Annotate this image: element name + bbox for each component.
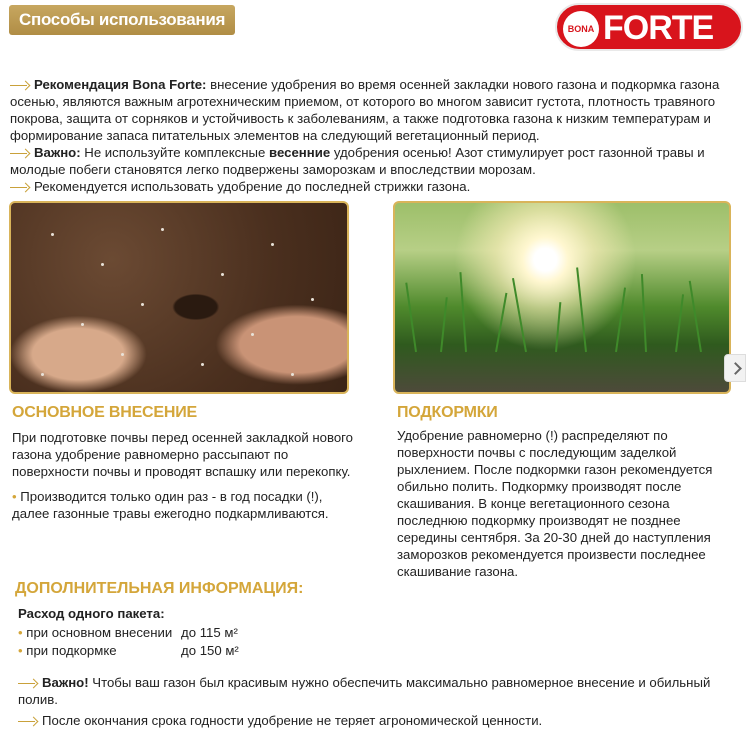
- arrow-icon: [18, 679, 38, 689]
- footer-important-label: Важно!: [42, 675, 89, 690]
- brand-logo: [555, 3, 743, 51]
- arrow-icon: [18, 717, 38, 727]
- intro-recommendation: [10, 76, 738, 144]
- next-arrow-button[interactable]: [724, 354, 746, 382]
- usage-block: [18, 605, 239, 660]
- important-text-b: удобрения осенью! Азот стимулирует рост газонной травы и молодые побеги становятся легко подвержены заморозкам и впоследствии морозам.: [10, 145, 705, 177]
- main-application-text: При подготовке почвы перед осенней закладкой нового газона удобрение равномерно рассыпают по поверхности почвы и проводят вспашку или перекопку.: [12, 430, 354, 479]
- usage-row: [18, 642, 239, 660]
- recommendation-text: внесение удобрения во время осенней закладки нового газона и подкормка газона осенью, являются важным агротехническим приемом, от которого во многом зависит густота, плотность травяного покрова, защита от сорняков и устойчивость к заболеваниям, а также подготовка газона к низким температурам и формирование запаса питательных элементов на следующий вегетационный период.: [10, 77, 720, 143]
- spring-word: весенние: [269, 145, 331, 160]
- main-application-bullet: [12, 488, 332, 522]
- intro-last-mowing: [10, 178, 738, 195]
- extra-info-title: ДОПОЛНИТЕЛЬНАЯ ИНФОРМАЦИЯ:: [15, 580, 304, 597]
- footer-shelf-life-text: После окончания срока годности удобрение не теряет агрономической ценности.: [42, 713, 543, 728]
- footer-important: [18, 674, 743, 708]
- logo-bona-text: BONA: [567, 24, 595, 34]
- bullet-text: Производится только один раз - в год посадки (!), далее газонные травы ежегодно подкармливаются.: [12, 489, 329, 521]
- main-application-title: ОСНОВНОЕ ВНЕСЕНИЕ: [12, 404, 198, 421]
- usage-row: [18, 624, 239, 642]
- bullet-icon: •: [12, 489, 17, 504]
- usage-label: при подкормке: [26, 643, 117, 658]
- arrow-icon: [10, 183, 30, 193]
- important-text-a: Не используйте комплексные: [80, 145, 270, 160]
- recommendation-label: Рекомендация Bona Forte:: [34, 77, 207, 92]
- feeding-title: ПОДКОРМКИ: [397, 404, 498, 421]
- usage-value: до 115 м²: [181, 625, 238, 640]
- intro-block: [10, 76, 738, 195]
- footer-shelf-life: [18, 712, 743, 729]
- feeding-text: Удобрение равномерно (!) распределяют по поверхности почвы с последующим заделкой рыхлением. После подкормки газон рекомендуется обильно полить. Подкормку производят после скашивания. В конце вегетационного сезона последнюю подкормку производят не позднее середины сентября. За 20-30 дней до наступления заморозков рекомендуется произвести последнее скашивание газона.: [397, 428, 713, 579]
- usage-value: до 150 м²: [181, 643, 239, 658]
- important-label: Важно:: [34, 145, 81, 160]
- arrow-icon: [10, 149, 30, 159]
- soil-photo: [9, 201, 349, 394]
- usage-title: Расход одного пакета:: [18, 606, 165, 621]
- intro-important: [10, 144, 738, 178]
- grass-photo: [393, 201, 731, 394]
- bullet-icon: •: [18, 643, 23, 658]
- page-title: Способы использования: [9, 5, 235, 35]
- footer-important-text: Чтобы ваш газон был красивым нужно обеспечить максимально равномерное внесение и обильный полив.: [18, 675, 711, 707]
- bullet-icon: •: [18, 625, 23, 640]
- arrow-icon: [10, 81, 30, 91]
- logo-forte-text: FORTE: [603, 9, 714, 47]
- last-mowing-text: Рекомендуется использовать удобрение до последней стрижки газона.: [34, 179, 471, 194]
- usage-label: при основном внесении: [26, 625, 173, 640]
- footer-notes: [18, 674, 743, 733]
